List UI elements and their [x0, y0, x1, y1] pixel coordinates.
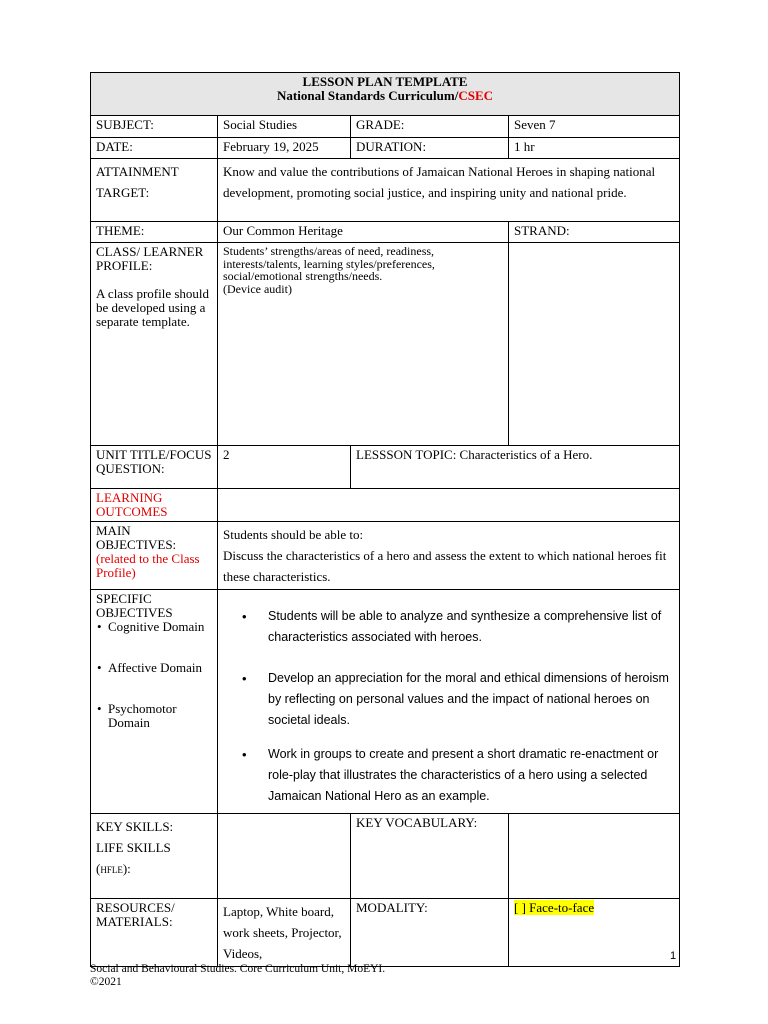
objective-cognitive: • Students will be able to analyze and synthesize a comprehensive list of characteristics associated with heroes. [223, 606, 674, 648]
subject-value: Social Studies [218, 116, 351, 138]
device-audit: (Device audit) [223, 281, 292, 296]
life-skills-label: LIFE SKILLS [96, 840, 171, 855]
key-vocabulary-value [509, 814, 680, 899]
grade-label: GRADE: [351, 116, 509, 138]
key-skills-label-cell [91, 814, 218, 899]
main-objectives-note: (related to the Class Profile) [96, 551, 200, 580]
unit-value: 2 [218, 446, 351, 489]
class-profile-text-cell [218, 243, 509, 446]
template-subtitle: National Standards Curriculum/CSEC [277, 88, 494, 103]
page-number: 1 [670, 950, 677, 962]
domain-list [96, 620, 212, 730]
domain-cognitive: • Cognitive Domain [97, 619, 205, 634]
bullet-icon: • [242, 747, 247, 762]
objective-psychomotor: • Work in groups to create and present a short dramatic re-enactment or role-play that illustrates the characteristics of a hero using a selected Jamaican National Hero as an example. [223, 744, 674, 807]
template-title: LESSON PLAN TEMPLATE [302, 74, 468, 89]
page-footer [90, 963, 385, 989]
main-objectives-label-cell [91, 522, 218, 590]
bullet-icon: • [97, 701, 102, 716]
specific-objectives-list [223, 606, 674, 807]
subject-label: SUBJECT: [91, 116, 218, 138]
strand-label: STRAND: [509, 222, 680, 243]
main-objectives-label: MAIN OBJECTIVES: [96, 523, 177, 552]
domain-affective: • Affective Domain [97, 660, 202, 675]
specific-objectives-label-cell [91, 590, 218, 814]
bullet-icon: • [242, 609, 247, 624]
key-vocabulary-label: KEY VOCABULARY: [351, 814, 509, 899]
modality-label: MODALITY: [351, 899, 509, 967]
date-label: DATE: [91, 138, 218, 159]
class-profile-text: Students’ strengths/areas of need, readiness, interests/talents, learning styles/preferences, social/emotional strengths/needs. [223, 244, 435, 283]
class-profile-label-cell [91, 243, 218, 446]
template-header [91, 73, 680, 116]
key-skills-value [218, 814, 351, 899]
learning-outcomes-value [218, 489, 680, 522]
modality-value-cell [509, 899, 680, 967]
lesson-topic: LESSSON TOPIC: Characteristics of a Hero. [351, 446, 680, 489]
unit-label: UNIT TITLE/FOCUS QUESTION: [91, 446, 218, 489]
objective-affective: • Develop an appreciation for the moral and ethical dimensions of heroism by reflecting on personal values and the impact of national heroes on societal ideals. [223, 668, 674, 731]
hfle-label: (HFLE): [96, 861, 131, 876]
resources-value: Laptop, White board, work sheets, Projector, Videos, [218, 899, 351, 967]
csec-label: CSEC [458, 88, 494, 103]
bullet-icon: • [97, 660, 102, 675]
strand-value [509, 243, 680, 446]
specific-objectives-list-cell [218, 590, 680, 814]
grade-value: Seven 7 [509, 116, 680, 138]
bullet-icon: • [242, 671, 247, 686]
footer-line-2: ©2021 [90, 976, 122, 988]
lesson-plan-table [90, 72, 680, 967]
class-profile-note: A class profile should be developed using a separate template. [96, 286, 210, 329]
attainment-label: ATTAINMENT TARGET: [91, 159, 218, 222]
main-objective: Discuss the characteristics of a hero and assess the extent to which national heroes fit these characteristics. [223, 548, 667, 584]
footer-line-1: Social and Behavioural Studies. Core Curriculum Unit, MoEYI. [90, 963, 386, 975]
theme-label: THEME: [91, 222, 218, 243]
resources-label: RESOURCES/ MATERIALS: [91, 899, 218, 967]
date-value: February 19, 2025 [218, 138, 351, 159]
face-to-face-option: [ ] Face-to-face [514, 900, 595, 915]
main-objectives-intro: Students should be able to: [223, 527, 364, 542]
learning-outcomes-label: LEARNING OUTCOMES [91, 489, 218, 522]
specific-objectives-label: SPECIFIC OBJECTIVES [96, 591, 173, 620]
key-skills-label: KEY SKILLS: [96, 819, 174, 834]
duration-label: DURATION: [351, 138, 509, 159]
duration-value: 1 hr [509, 138, 680, 159]
attainment-target-text: Know and value the contributions of Jamaican National Heroes in shaping national development, promoting social justice, and inspiring unity and national pride. [218, 159, 680, 222]
domain-psychomotor: • Psychomotor Domain [97, 701, 177, 730]
main-objectives-text-cell [218, 522, 680, 590]
class-profile-label: CLASS/ LEARNER PROFILE: [96, 244, 204, 273]
theme-value: Our Common Heritage [218, 222, 509, 243]
bullet-icon: • [97, 619, 102, 634]
